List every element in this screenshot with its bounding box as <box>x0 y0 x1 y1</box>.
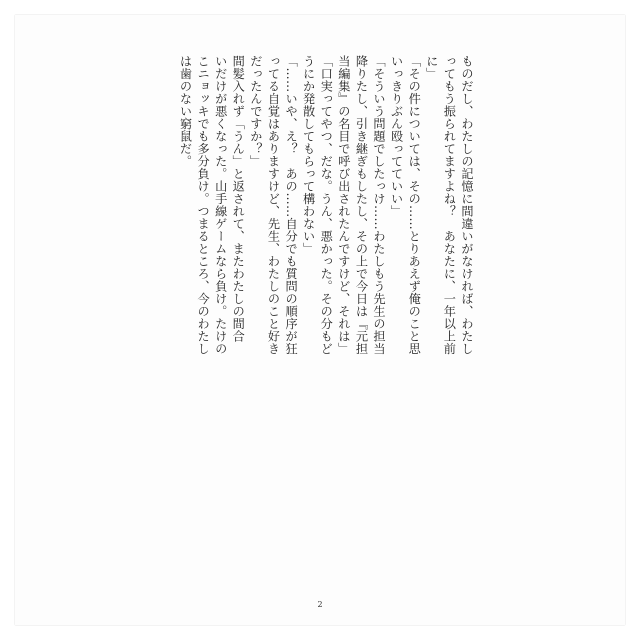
text-line: ってもう振られてますよね？ あなたに、一年以上前 <box>442 55 457 355</box>
text-line: ってる自覚はありますけど、先生、わたしのこと好き <box>266 55 281 355</box>
text-line: こニョッキでも多分負け。つまるところ、今のわたし <box>196 55 211 355</box>
text-line: 「口実ってやつ、だな。うん、悪かった。その分もど <box>319 55 334 355</box>
text-line: いっきりぶん殴ってていい」 <box>389 55 404 218</box>
book-page <box>15 15 625 625</box>
text-line: 降りたし、引き継ぎもしたし、その上で今日は『元担 <box>354 55 369 355</box>
text-line: ものだし、わたしの記憶に間違いがなければ、わたし <box>460 55 474 355</box>
text-line: に」 <box>424 55 439 80</box>
text-line: 「そういう問題でしたっけ……わたしもう先生の担当 <box>372 55 387 355</box>
vertical-text-block <box>176 55 475 355</box>
text-line: いだけが悪くなった。山手線ゲームなら負け。たけの <box>213 55 228 355</box>
text-line: 「……いや、え？ あの……自分でも質問の順序が狂 <box>284 55 299 355</box>
text-line: 「その件については、その……とりあえず俺のこと思 <box>407 55 422 355</box>
text-line: だったんですか？」 <box>248 55 263 168</box>
text-line: 当編集』の名目で呼び出されたんですけど、それは」 <box>336 55 351 355</box>
text-line: うにか発散してもらって構わない」 <box>301 55 316 255</box>
page-number: 2 <box>317 600 323 609</box>
text-line: 間髪入れず「うん」と返されて、またわたしの間合 <box>231 55 246 343</box>
text-line: は歯のない窮鼠だ。 <box>178 55 193 168</box>
